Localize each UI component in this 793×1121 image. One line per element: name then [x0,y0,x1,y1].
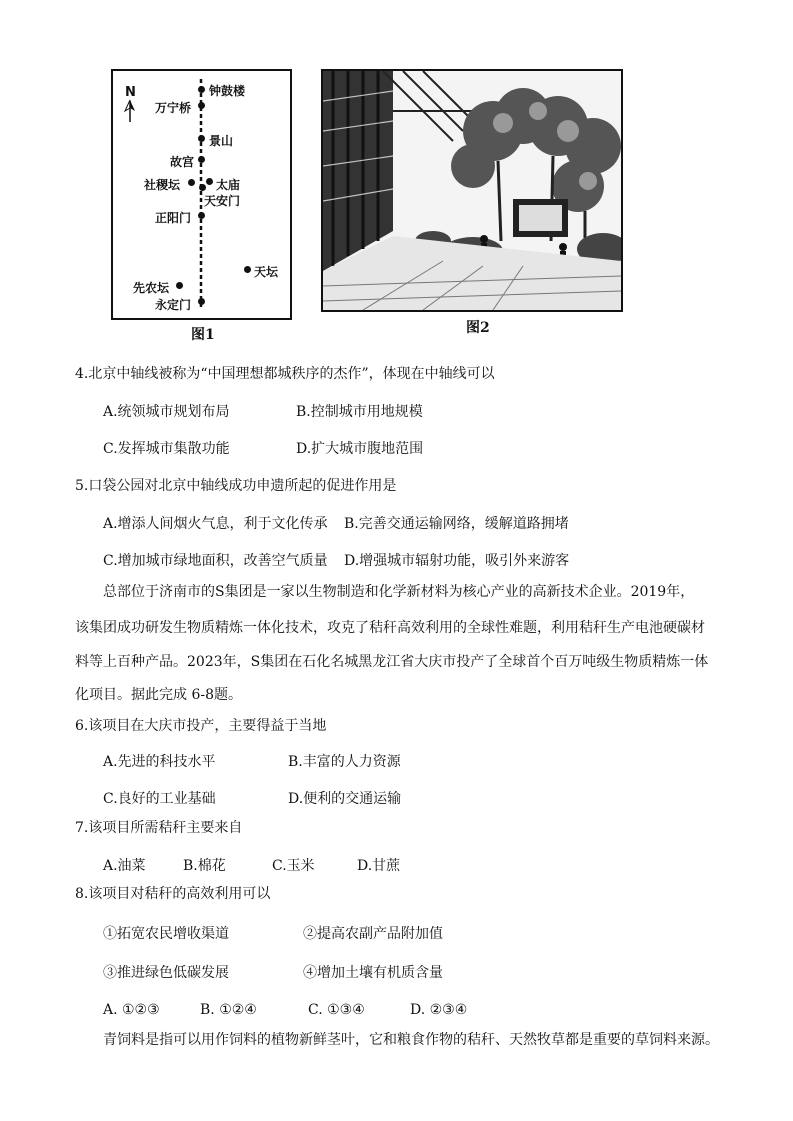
q8-option-a: A. ①②③ [103,1002,160,1018]
q8-item-4: ④增加土壤有机质含量 [303,965,443,981]
q8-item-3: ③推进绿色低碳发展 [103,965,229,981]
q6-option-d: D.便利的交通运输 [288,791,402,807]
q8-item-1: ①拓宽农民增收渠道 [103,926,229,942]
label-xiannongtan: 先农坛 [133,281,170,295]
label-gugong: 故宫 [170,155,195,169]
q7-option-c: C.玉米 [272,858,315,874]
marker-axis-center [199,184,206,191]
q7-option-d: D.甘蔗 [357,858,401,874]
tail-paragraph: 青饲料是指可以用作饲料的植物新鲜茎叶，它和粮食作物的秸秆、天然牧草都是重要的草饲料来源。 [103,1032,719,1048]
q5-option-a: A.增添人间烟火气息，利于文化传承 [103,516,328,532]
marker-tiantan [244,266,251,273]
label-yongdingmen: 永定门 [155,298,192,312]
label-shejitan: 社稷坛 [144,178,181,192]
label-taimiao: 太庙 [216,178,241,192]
passage-line-2: 该集团成功研发生物质精炼一体化技术，攻克了秸秆高效利用的全球性难题，利用秸秆生产电池硬碳材 [75,620,705,636]
label-zhengyangmen: 正阳门 [155,211,192,225]
question-6-stem: 6.该项目在大庆市投产，主要得益于当地 [75,718,327,734]
pocket-park-illustration [323,71,621,310]
q5-option-d: D.增强城市辐射功能，吸引外来游客 [344,553,570,569]
marker-shejitan [188,179,195,186]
marker-yongdingmen [198,298,205,305]
question-4-stem: 4.北京中轴线被称为“中国理想都城秩序的杰作”，体现在中轴线可以 [75,366,495,382]
north-arrow-icon [123,99,137,123]
q5-option-b: B.完善交通运输网络，缓解道路拥堵 [344,516,569,532]
label-wanningqiao: 万宁桥 [155,101,192,115]
label-tiantan: 天坛 [254,265,279,279]
q8-option-d: D. ②③④ [410,1002,468,1018]
question-7-stem: 7.该项目所需秸秆主要来自 [75,820,243,836]
q6-option-c: C.良好的工业基础 [103,791,216,807]
figure-1-map [111,69,292,320]
q4-option-a: A.统领城市规划布局 [103,404,230,420]
marker-xiannongtan [176,282,183,289]
figure-2-sketch [321,69,623,312]
q7-option-a: A.油菜 [103,858,146,874]
q8-option-c: C. ①③④ [308,1002,365,1018]
marker-zhonggulou [198,86,205,93]
marker-taimiao [206,178,213,185]
q6-option-b: B.丰富的人力资源 [288,754,401,770]
q7-option-b: B.棉花 [183,858,226,874]
question-5-stem: 5.口袋公园对北京中轴线成功申遗所起的促进作用是 [75,478,397,494]
passage-line-3: 料等上百种产品。2023年，S集团在石化名城黑龙江省大庆市投产了全球首个百万吨级生物质精炼一体 [75,654,709,670]
label-tiananmen: 天安门 [204,194,241,208]
q6-option-a: A.先进的科技水平 [103,754,216,770]
label-jingshan: 景山 [209,134,234,148]
marker-wanningqiao [198,102,205,109]
north-label: N [125,85,136,100]
passage-line-1: 总部位于济南市的S集团是一家以生物制造和化学新材料为核心产业的高新技术企业。2019年， [103,584,695,600]
label-zhonggulou: 钟鼓楼 [209,84,246,98]
question-8-stem: 8.该项目对秸秆的高效利用可以 [75,886,271,902]
figure-2-caption: 图2 [466,320,490,336]
q5-option-c: C.增加城市绿地面积，改善空气质量 [103,553,328,569]
q4-option-b: B.控制城市用地规模 [296,404,423,420]
marker-gugong [198,156,205,163]
q4-option-d: D.扩大城市腹地范围 [296,441,424,457]
figure-1-caption: 图1 [191,327,215,343]
q8-option-b: B. ①②④ [200,1002,257,1018]
q4-option-c: C.发挥城市集散功能 [103,441,230,457]
q8-item-2: ②提高农副产品附加值 [303,926,443,942]
marker-zhengyangmen [198,212,205,219]
passage-line-4: 化项目。据此完成 6-8题。 [75,687,242,703]
marker-jingshan [198,135,205,142]
